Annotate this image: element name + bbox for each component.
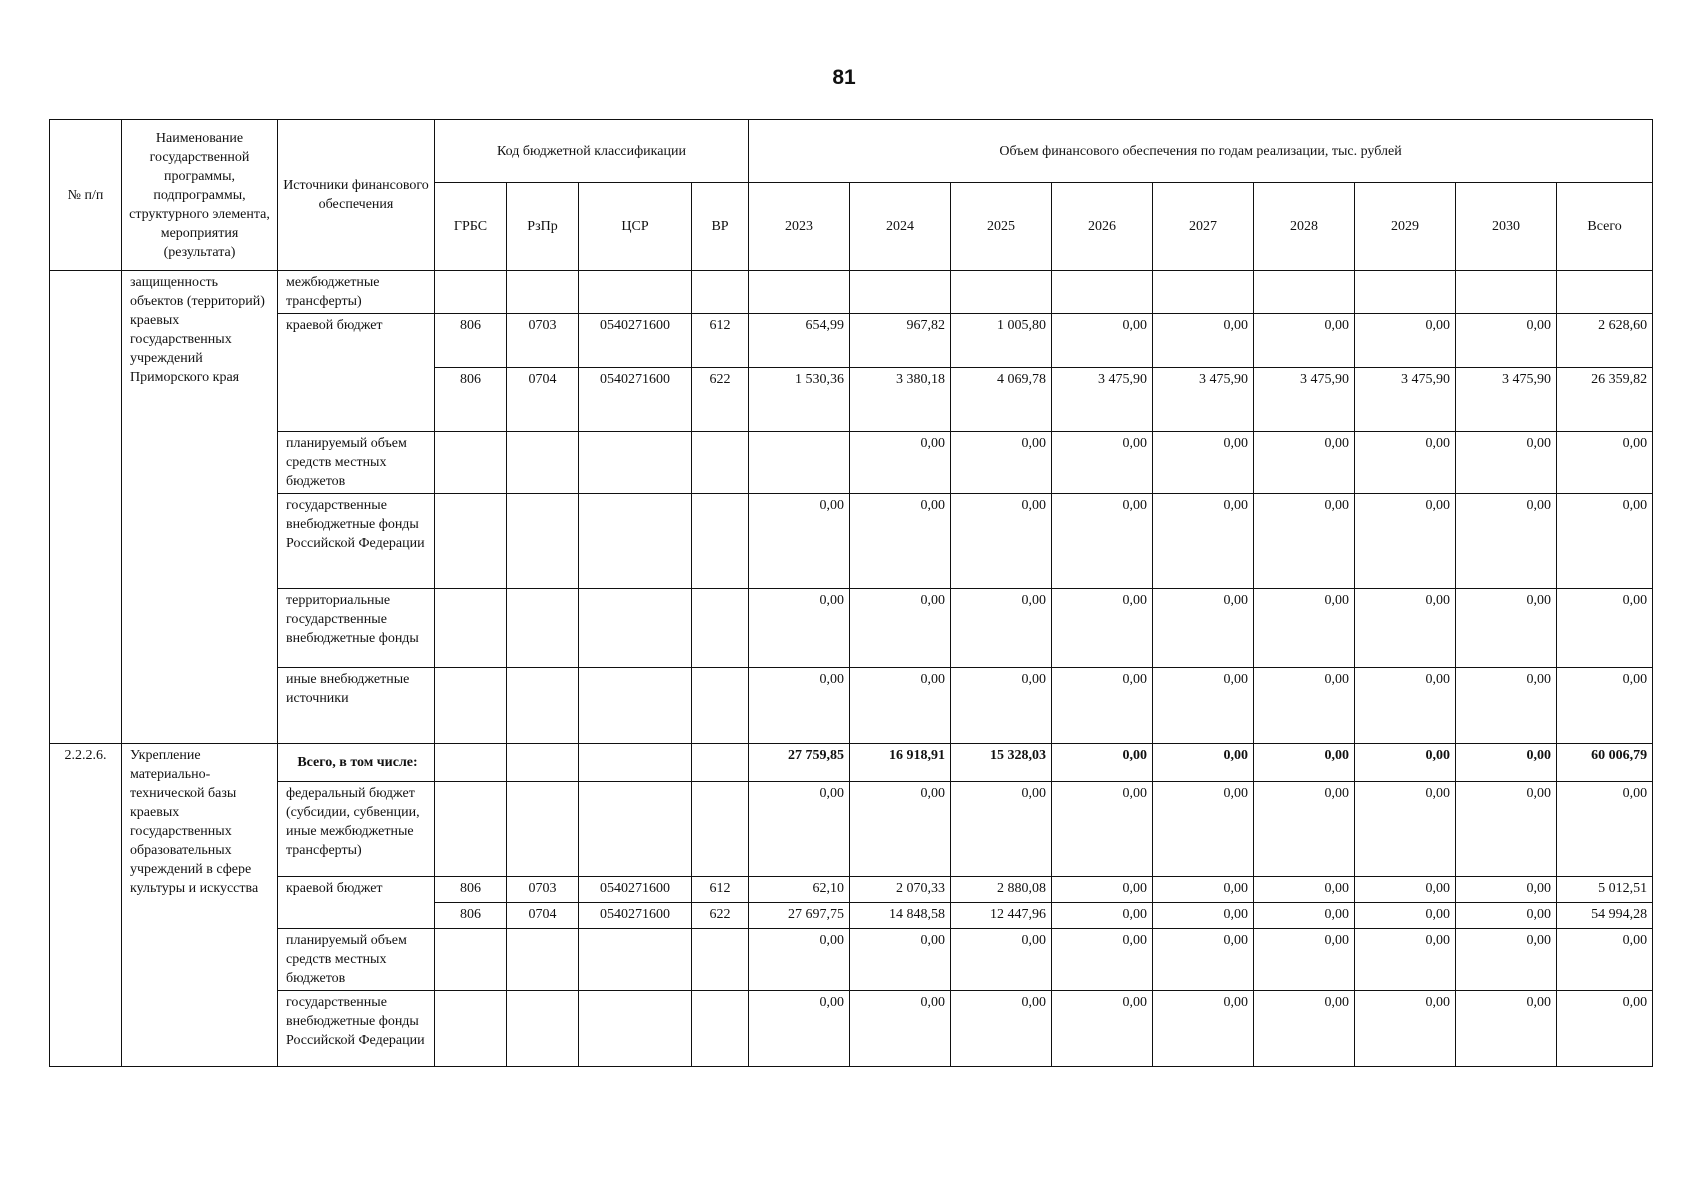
amount-cell: 967,82: [850, 314, 951, 368]
amount-cell: [749, 271, 850, 314]
grbs-cell: [435, 494, 507, 589]
rzpr-cell: [507, 668, 579, 744]
amount-cell: 0,00: [1254, 903, 1355, 929]
amount-cell: 0,00: [1153, 494, 1254, 589]
amount-cell: 0,00: [1153, 668, 1254, 744]
vr-cell: [692, 494, 749, 589]
total-cell: 5 012,51: [1557, 877, 1653, 903]
source-cell: иные внебюджетные источники: [278, 668, 435, 744]
total-cell: 0,00: [1557, 432, 1653, 494]
amount-cell: 0,00: [1355, 903, 1456, 929]
amount-cell: 0,00: [749, 782, 850, 877]
csr-cell: [579, 589, 692, 668]
vr-cell: [692, 271, 749, 314]
table-row: [50, 432, 1653, 494]
amount-cell: 3 475,90: [1355, 368, 1456, 432]
csr-cell: [579, 432, 692, 494]
rzpr-cell: [507, 494, 579, 589]
amount-cell: 0,00: [1052, 589, 1153, 668]
csr-cell: [579, 271, 692, 314]
grbs-cell: [435, 271, 507, 314]
amount-cell: 0,00: [1456, 903, 1557, 929]
amount-cell: 0,00: [1456, 432, 1557, 494]
amount-cell: 0,00: [1052, 432, 1153, 494]
total-cell: [1557, 271, 1653, 314]
amount-cell: 0,00: [749, 991, 850, 1067]
page-number: 81: [832, 66, 856, 89]
amount-cell: 0,00: [1254, 929, 1355, 991]
vr-cell: 622: [692, 368, 749, 432]
table-row: [50, 589, 1653, 668]
csr-cell: 0540271600: [579, 314, 692, 368]
rzpr-cell: [507, 991, 579, 1067]
amount-cell: 0,00: [1355, 589, 1456, 668]
total-cell: 60 006,79: [1557, 744, 1653, 782]
rzpr-cell: [507, 782, 579, 877]
amount-cell: [1355, 271, 1456, 314]
source-cell: территориальные государственные внебюджетные фонды: [278, 589, 435, 668]
amount-cell: 0,00: [1153, 432, 1254, 494]
source-cell: планируемый объем средств местных бюджетов: [278, 929, 435, 991]
amount-cell: 0,00: [850, 432, 951, 494]
rzpr-cell: 0704: [507, 903, 579, 929]
vr-cell: [692, 744, 749, 782]
item-name-cell: Укрепление материально-технической базы краевых государственных образовательных учреждений в сфере культуры и искусства: [122, 744, 278, 1067]
vr-cell: [692, 991, 749, 1067]
amount-cell: 0,00: [1052, 494, 1153, 589]
amount-cell: 0,00: [1456, 877, 1557, 903]
amount-cell: 0,00: [1456, 991, 1557, 1067]
amount-cell: 0,00: [1456, 744, 1557, 782]
header-year: 2025: [951, 183, 1052, 271]
vr-cell: 612: [692, 877, 749, 903]
amount-cell: 12 447,96: [951, 903, 1052, 929]
table-row: [50, 271, 1653, 314]
amount-cell: 0,00: [1254, 432, 1355, 494]
funding-table: [49, 119, 1653, 1067]
grbs-cell: 806: [435, 877, 507, 903]
amount-cell: 3 380,18: [850, 368, 951, 432]
vr-cell: [692, 929, 749, 991]
vr-cell: 612: [692, 314, 749, 368]
amount-cell: 3 475,90: [1456, 368, 1557, 432]
source-cell: краевой бюджет: [278, 314, 435, 432]
amount-cell: 0,00: [1355, 929, 1456, 991]
table-row: [50, 782, 1653, 877]
header-year: 2029: [1355, 183, 1456, 271]
grbs-cell: [435, 929, 507, 991]
amount-cell: 0,00: [1052, 903, 1153, 929]
amount-cell: 14 848,58: [850, 903, 951, 929]
amount-cell: 0,00: [850, 589, 951, 668]
vr-cell: [692, 432, 749, 494]
amount-cell: 0,00: [1052, 929, 1153, 991]
amount-cell: [749, 432, 850, 494]
amount-cell: 4 069,78: [951, 368, 1052, 432]
amount-cell: 0,00: [1355, 432, 1456, 494]
csr-cell: [579, 782, 692, 877]
amount-cell: 0,00: [1153, 314, 1254, 368]
rzpr-cell: [507, 589, 579, 668]
grbs-cell: [435, 432, 507, 494]
amount-cell: 0,00: [1052, 782, 1153, 877]
amount-cell: 2 880,08: [951, 877, 1052, 903]
amount-cell: 0,00: [951, 494, 1052, 589]
amount-cell: 3 475,90: [1153, 368, 1254, 432]
amount-cell: 0,00: [749, 668, 850, 744]
header-year: 2026: [1052, 183, 1153, 271]
grbs-cell: [435, 782, 507, 877]
amount-cell: 0,00: [1254, 668, 1355, 744]
amount-cell: 0,00: [1052, 668, 1153, 744]
table-row: [50, 668, 1653, 744]
amount-cell: 0,00: [1153, 782, 1254, 877]
vr-cell: [692, 589, 749, 668]
amount-cell: 0,00: [850, 782, 951, 877]
header-volume-group: Объем финансового обеспечения по годам реализации, тыс. рублей: [749, 120, 1653, 183]
grbs-cell: [435, 589, 507, 668]
amount-cell: 62,10: [749, 877, 850, 903]
amount-cell: [951, 271, 1052, 314]
amount-cell: 0,00: [1456, 668, 1557, 744]
amount-cell: 0,00: [1456, 314, 1557, 368]
total-cell: 0,00: [1557, 589, 1653, 668]
source-cell: краевой бюджет: [278, 877, 435, 929]
rzpr-cell: [507, 432, 579, 494]
amount-cell: 27 759,85: [749, 744, 850, 782]
header-year: 2027: [1153, 183, 1254, 271]
header-total: Всего: [1557, 183, 1653, 271]
amount-cell: 0,00: [1254, 589, 1355, 668]
rzpr-cell: [507, 744, 579, 782]
grbs-cell: [435, 991, 507, 1067]
total-cell: 0,00: [1557, 991, 1653, 1067]
amount-cell: 654,99: [749, 314, 850, 368]
amount-cell: 0,00: [951, 589, 1052, 668]
table-row: [50, 314, 1653, 368]
table-row: [50, 991, 1653, 1067]
source-cell: государственные внебюджетные фонды Российской Федерации: [278, 991, 435, 1067]
amount-cell: 0,00: [951, 929, 1052, 991]
amount-cell: 0,00: [1153, 744, 1254, 782]
amount-cell: 0,00: [1254, 877, 1355, 903]
amount-cell: 0,00: [951, 782, 1052, 877]
amount-cell: 0,00: [749, 929, 850, 991]
amount-cell: 1 005,80: [951, 314, 1052, 368]
amount-cell: 0,00: [1153, 877, 1254, 903]
source-cell: планируемый объем средств местных бюджетов: [278, 432, 435, 494]
amount-cell: 0,00: [1153, 903, 1254, 929]
rzpr-cell: 0703: [507, 314, 579, 368]
amount-cell: 0,00: [1254, 991, 1355, 1067]
amount-cell: 0,00: [850, 668, 951, 744]
amount-cell: [1254, 271, 1355, 314]
row-number-cell: [50, 271, 122, 744]
csr-cell: [579, 991, 692, 1067]
grbs-cell: 806: [435, 368, 507, 432]
amount-cell: 0,00: [1254, 782, 1355, 877]
amount-cell: 15 328,03: [951, 744, 1052, 782]
table-row: [50, 744, 1653, 782]
amount-cell: [1153, 271, 1254, 314]
amount-cell: 27 697,75: [749, 903, 850, 929]
csr-cell: 0540271600: [579, 368, 692, 432]
amount-cell: 0,00: [1456, 782, 1557, 877]
total-cell: 0,00: [1557, 494, 1653, 589]
source-cell: Всего, в том числе:: [278, 744, 435, 782]
amount-cell: 0,00: [850, 991, 951, 1067]
amount-cell: 0,00: [1355, 314, 1456, 368]
amount-cell: 0,00: [1355, 744, 1456, 782]
vr-cell: [692, 668, 749, 744]
header-num: № п/п: [50, 120, 122, 271]
amount-cell: 0,00: [1456, 929, 1557, 991]
header-grbs: ГРБС: [435, 183, 507, 271]
amount-cell: 2 070,33: [850, 877, 951, 903]
vr-cell: 622: [692, 903, 749, 929]
total-cell: 2 628,60: [1557, 314, 1653, 368]
amount-cell: 0,00: [850, 494, 951, 589]
header-sources: Источники финансового обеспечения: [278, 120, 435, 271]
amount-cell: 3 475,90: [1254, 368, 1355, 432]
amount-cell: 0,00: [1254, 494, 1355, 589]
amount-cell: 0,00: [951, 668, 1052, 744]
total-cell: 0,00: [1557, 929, 1653, 991]
table-row: [50, 877, 1653, 903]
amount-cell: [1052, 271, 1153, 314]
header-year: 2023: [749, 183, 850, 271]
total-cell: 0,00: [1557, 668, 1653, 744]
amount-cell: 16 918,91: [850, 744, 951, 782]
header-rzpr: РзПр: [507, 183, 579, 271]
csr-cell: 0540271600: [579, 877, 692, 903]
csr-cell: 0540271600: [579, 903, 692, 929]
amount-cell: 0,00: [1052, 314, 1153, 368]
row-number-cell: 2.2.2.6.: [50, 744, 122, 1067]
amount-cell: 0,00: [1153, 991, 1254, 1067]
header-row-top: [50, 120, 1653, 183]
source-cell: межбюджетные трансферты): [278, 271, 435, 314]
amount-cell: 0,00: [1254, 744, 1355, 782]
table-row: [50, 929, 1653, 991]
amount-cell: 0,00: [1052, 744, 1153, 782]
source-cell: федеральный бюджет (субсидии, субвенции, иные межбюджетные трансферты): [278, 782, 435, 877]
amount-cell: 0,00: [951, 432, 1052, 494]
amount-cell: 0,00: [1052, 991, 1153, 1067]
header-year: 2030: [1456, 183, 1557, 271]
amount-cell: 0,00: [1355, 494, 1456, 589]
csr-cell: [579, 744, 692, 782]
amount-cell: 0,00: [1052, 877, 1153, 903]
grbs-cell: [435, 744, 507, 782]
amount-cell: 0,00: [850, 929, 951, 991]
csr-cell: [579, 668, 692, 744]
amount-cell: 0,00: [1254, 314, 1355, 368]
csr-cell: [579, 494, 692, 589]
total-cell: 0,00: [1557, 782, 1653, 877]
rzpr-cell: 0703: [507, 877, 579, 903]
total-cell: 54 994,28: [1557, 903, 1653, 929]
amount-cell: 3 475,90: [1052, 368, 1153, 432]
grbs-cell: [435, 668, 507, 744]
grbs-cell: 806: [435, 903, 507, 929]
amount-cell: [1456, 271, 1557, 314]
rzpr-cell: [507, 929, 579, 991]
amount-cell: 0,00: [1355, 991, 1456, 1067]
vr-cell: [692, 782, 749, 877]
amount-cell: 0,00: [1456, 494, 1557, 589]
amount-cell: [850, 271, 951, 314]
amount-cell: 0,00: [749, 494, 850, 589]
amount-cell: 1 530,36: [749, 368, 850, 432]
amount-cell: 0,00: [749, 589, 850, 668]
header-name: Наименование государственной программы, подпрограммы, структурного элемента, мероприятия (результата): [122, 120, 278, 271]
csr-cell: [579, 929, 692, 991]
header-code-group: Код бюджетной классификации: [435, 120, 749, 183]
total-cell: 26 359,82: [1557, 368, 1653, 432]
amount-cell: 0,00: [1153, 589, 1254, 668]
header-year: 2024: [850, 183, 951, 271]
amount-cell: 0,00: [1153, 929, 1254, 991]
amount-cell: 0,00: [951, 991, 1052, 1067]
amount-cell: 0,00: [1355, 877, 1456, 903]
grbs-cell: 806: [435, 314, 507, 368]
rzpr-cell: [507, 271, 579, 314]
header-year: 2028: [1254, 183, 1355, 271]
amount-cell: 0,00: [1456, 589, 1557, 668]
source-cell: государственные внебюджетные фонды Российской Федерации: [278, 494, 435, 589]
item-name-cell: защищенность объектов (территорий) краевых государственных учреждений Приморского края: [122, 271, 278, 744]
rzpr-cell: 0704: [507, 368, 579, 432]
header-vr: ВР: [692, 183, 749, 271]
amount-cell: 0,00: [1355, 668, 1456, 744]
amount-cell: 0,00: [1355, 782, 1456, 877]
header-csr: ЦСР: [579, 183, 692, 271]
table-row: [50, 494, 1653, 589]
